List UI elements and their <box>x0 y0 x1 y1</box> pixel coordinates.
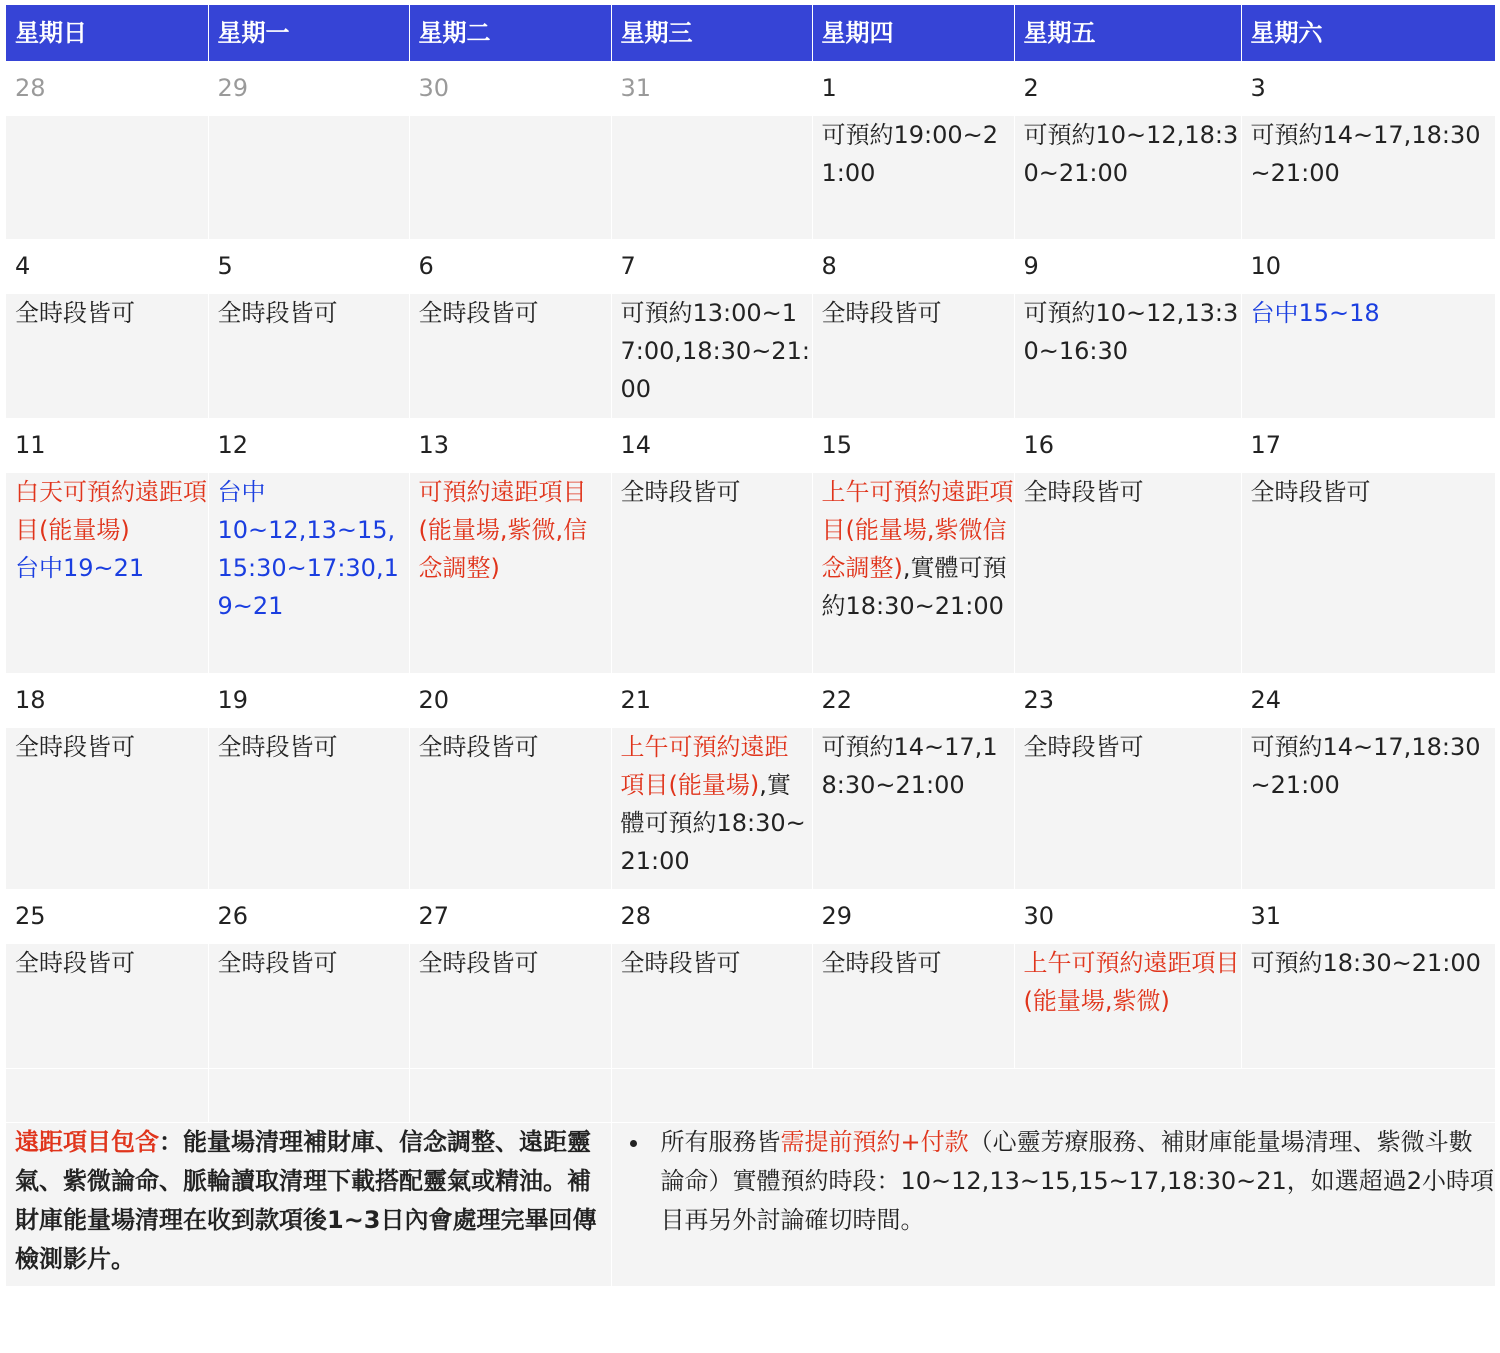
availability-text: 全時段皆可 <box>418 733 539 761</box>
date-number: 14 <box>611 419 812 473</box>
availability-text: 全時段皆可 <box>15 733 135 761</box>
header-wednesday: 星期三 <box>611 5 812 62</box>
calendar-table <box>6 5 1496 1287</box>
availability-text: 台中15~18 <box>1250 299 1380 327</box>
availability-text: 可預約10~12,13:30~16:30 <box>1023 299 1239 365</box>
availability-text: 全時段皆可 <box>15 949 135 977</box>
day-availability <box>611 473 812 674</box>
header-saturday: 星期六 <box>1241 5 1495 62</box>
availability-text: 白天可預約遠距項目(能量場) <box>15 478 207 544</box>
day-availability <box>1014 473 1241 674</box>
notes-row <box>6 1123 1495 1287</box>
date-number: 20 <box>409 674 611 728</box>
date-number: 26 <box>208 890 409 944</box>
day-availability <box>409 728 611 890</box>
day-availability <box>409 473 611 674</box>
date-number: 31 <box>611 62 812 116</box>
availability-text: 全時段皆可 <box>1023 733 1144 761</box>
date-number: 2 <box>1014 62 1241 116</box>
date-number: 28 <box>611 890 812 944</box>
date-number: 29 <box>208 62 409 116</box>
date-number: 5 <box>208 240 409 294</box>
availability-text: 全時段皆可 <box>217 949 338 977</box>
day-availability <box>208 294 409 419</box>
content-row <box>6 944 1495 1069</box>
date-row <box>6 890 1495 944</box>
availability-text: 全時段皆可 <box>1023 478 1144 506</box>
content-row <box>6 473 1495 674</box>
day-availability <box>409 944 611 1069</box>
day-availability <box>409 294 611 419</box>
date-number: 23 <box>1014 674 1241 728</box>
date-number: 28 <box>6 62 208 116</box>
header-monday: 星期一 <box>208 5 409 62</box>
date-number: 27 <box>409 890 611 944</box>
availability-text: 可預約10~12,18:30~21:00 <box>1023 121 1239 187</box>
date-number: 11 <box>6 419 208 473</box>
date-row <box>6 240 1495 294</box>
service-note-item <box>651 1123 1495 1240</box>
day-availability <box>1241 116 1495 240</box>
availability-text: 全時段皆可 <box>620 478 741 506</box>
header-friday: 星期五 <box>1014 5 1241 62</box>
availability-text: 全時段皆可 <box>1250 478 1371 506</box>
date-number: 24 <box>1241 674 1495 728</box>
date-number: 22 <box>812 674 1014 728</box>
availability-text: 全時段皆可 <box>217 733 338 761</box>
day-availability <box>1014 728 1241 890</box>
day-availability <box>812 728 1014 890</box>
availability-text: ,實體可預約18:30~21:00 <box>821 554 1007 620</box>
availability-text: 可預約14~17,18:30~21:00 <box>1250 121 1481 187</box>
content-row <box>6 294 1495 419</box>
date-number: 1 <box>812 62 1014 116</box>
availability-text: 台中19~21 <box>15 554 145 582</box>
remote-items-note <box>6 1123 611 1287</box>
availability-text: 台中 <box>217 478 266 506</box>
remote-items-label: 遠距項目包含 <box>15 1128 159 1156</box>
date-number: 19 <box>208 674 409 728</box>
date-row <box>6 62 1495 116</box>
service-note <box>611 1123 1495 1287</box>
availability-text: 全時段皆可 <box>620 949 741 977</box>
day-availability <box>1241 473 1495 674</box>
date-number: 30 <box>409 62 611 116</box>
day-availability <box>1241 944 1495 1069</box>
day-availability <box>6 944 208 1069</box>
availability-text: 可預約遠距項目(能量場,紫微,信念調整) <box>418 478 588 582</box>
day-availability <box>812 294 1014 419</box>
date-row <box>6 674 1495 728</box>
day-availability <box>6 294 208 419</box>
availability-text: 全時段皆可 <box>821 299 942 327</box>
day-availability <box>409 116 611 240</box>
day-availability <box>1241 728 1495 890</box>
blank-cell <box>6 1069 208 1123</box>
availability-text: 全時段皆可 <box>217 299 338 327</box>
availability-text: 可預約18:30~21:00 <box>1250 949 1481 977</box>
date-number: 8 <box>812 240 1014 294</box>
day-availability <box>611 944 812 1069</box>
weekday-header-row <box>6 5 1495 62</box>
date-number: 7 <box>611 240 812 294</box>
date-number: 12 <box>208 419 409 473</box>
availability-text: 可預約14~17,18:30~21:00 <box>1250 733 1481 799</box>
date-number: 9 <box>1014 240 1241 294</box>
day-availability <box>812 944 1014 1069</box>
day-availability <box>6 116 208 240</box>
availability-text: 上午可預約遠距項目(能量場,紫微信念調整) <box>821 478 1014 582</box>
day-availability <box>208 944 409 1069</box>
date-number: 29 <box>812 890 1014 944</box>
availability-text: 可預約13:00~17:00,18:30~21:00 <box>620 299 810 403</box>
day-availability <box>611 728 812 890</box>
date-number: 4 <box>6 240 208 294</box>
date-number: 18 <box>6 674 208 728</box>
availability-text: ,實體可預約18:30~21:00 <box>620 771 806 875</box>
date-number: 15 <box>812 419 1014 473</box>
date-number: 17 <box>1241 419 1495 473</box>
blank-cell <box>611 1069 1495 1123</box>
availability-text: 可預約19:00~21:00 <box>821 121 999 187</box>
day-availability <box>208 728 409 890</box>
blank-cell <box>208 1069 409 1123</box>
day-availability <box>812 473 1014 674</box>
service-prefix: 所有服務皆 <box>660 1128 781 1156</box>
availability-text: 全時段皆可 <box>418 299 539 327</box>
date-number: 31 <box>1241 890 1495 944</box>
blank-row <box>6 1069 1495 1123</box>
day-availability <box>812 116 1014 240</box>
header-sunday: 星期日 <box>6 5 208 62</box>
availability-text: 10~12,13~15,15:30~17:30,19~21 <box>217 516 399 620</box>
availability-text: 可預約14~17,18:30~21:00 <box>821 733 998 799</box>
remote-items-text: ：能量場清理補財庫、信念調整、遠距靈氣、紫微論命、脈輪讀取清理下載搭配靈氣或精油。補財庫能量場清理在收到款項後1~3日內會處理完畢回傳檢測影片。 <box>15 1128 597 1273</box>
day-availability <box>208 116 409 240</box>
date-number: 21 <box>611 674 812 728</box>
availability-text: 全時段皆可 <box>15 299 135 327</box>
header-thursday: 星期四 <box>812 5 1014 62</box>
day-availability <box>1241 294 1495 419</box>
day-availability <box>1014 944 1241 1069</box>
availability-text: 全時段皆可 <box>418 949 539 977</box>
date-row <box>6 419 1495 473</box>
service-text: （心靈芳療服務、補財庫能量場清理、紫微斗數論命）實體預約時段：10~12,13~15,15~17,18:30~21，如選超過2小時項目再另外討論確切時間。 <box>660 1128 1495 1234</box>
day-availability <box>611 294 812 419</box>
service-highlight: 需提前預約+付款 <box>780 1128 969 1156</box>
date-number: 3 <box>1241 62 1495 116</box>
header-tuesday: 星期二 <box>409 5 611 62</box>
date-number: 16 <box>1014 419 1241 473</box>
availability-text: 上午可預約遠距項目(能量場,紫微) <box>1023 949 1240 1015</box>
day-availability <box>1014 294 1241 419</box>
date-number: 25 <box>6 890 208 944</box>
date-number: 6 <box>409 240 611 294</box>
service-note-list <box>621 1123 1495 1240</box>
date-number: 13 <box>409 419 611 473</box>
content-row <box>6 728 1495 890</box>
day-availability <box>611 116 812 240</box>
date-number: 30 <box>1014 890 1241 944</box>
day-availability <box>6 473 208 674</box>
day-availability <box>6 728 208 890</box>
availability-text: 上午可預約遠距項目(能量場) <box>620 733 789 799</box>
date-number: 10 <box>1241 240 1495 294</box>
content-row <box>6 116 1495 240</box>
day-availability <box>208 473 409 674</box>
day-availability <box>1014 116 1241 240</box>
availability-text: 全時段皆可 <box>821 949 942 977</box>
blank-cell <box>409 1069 611 1123</box>
